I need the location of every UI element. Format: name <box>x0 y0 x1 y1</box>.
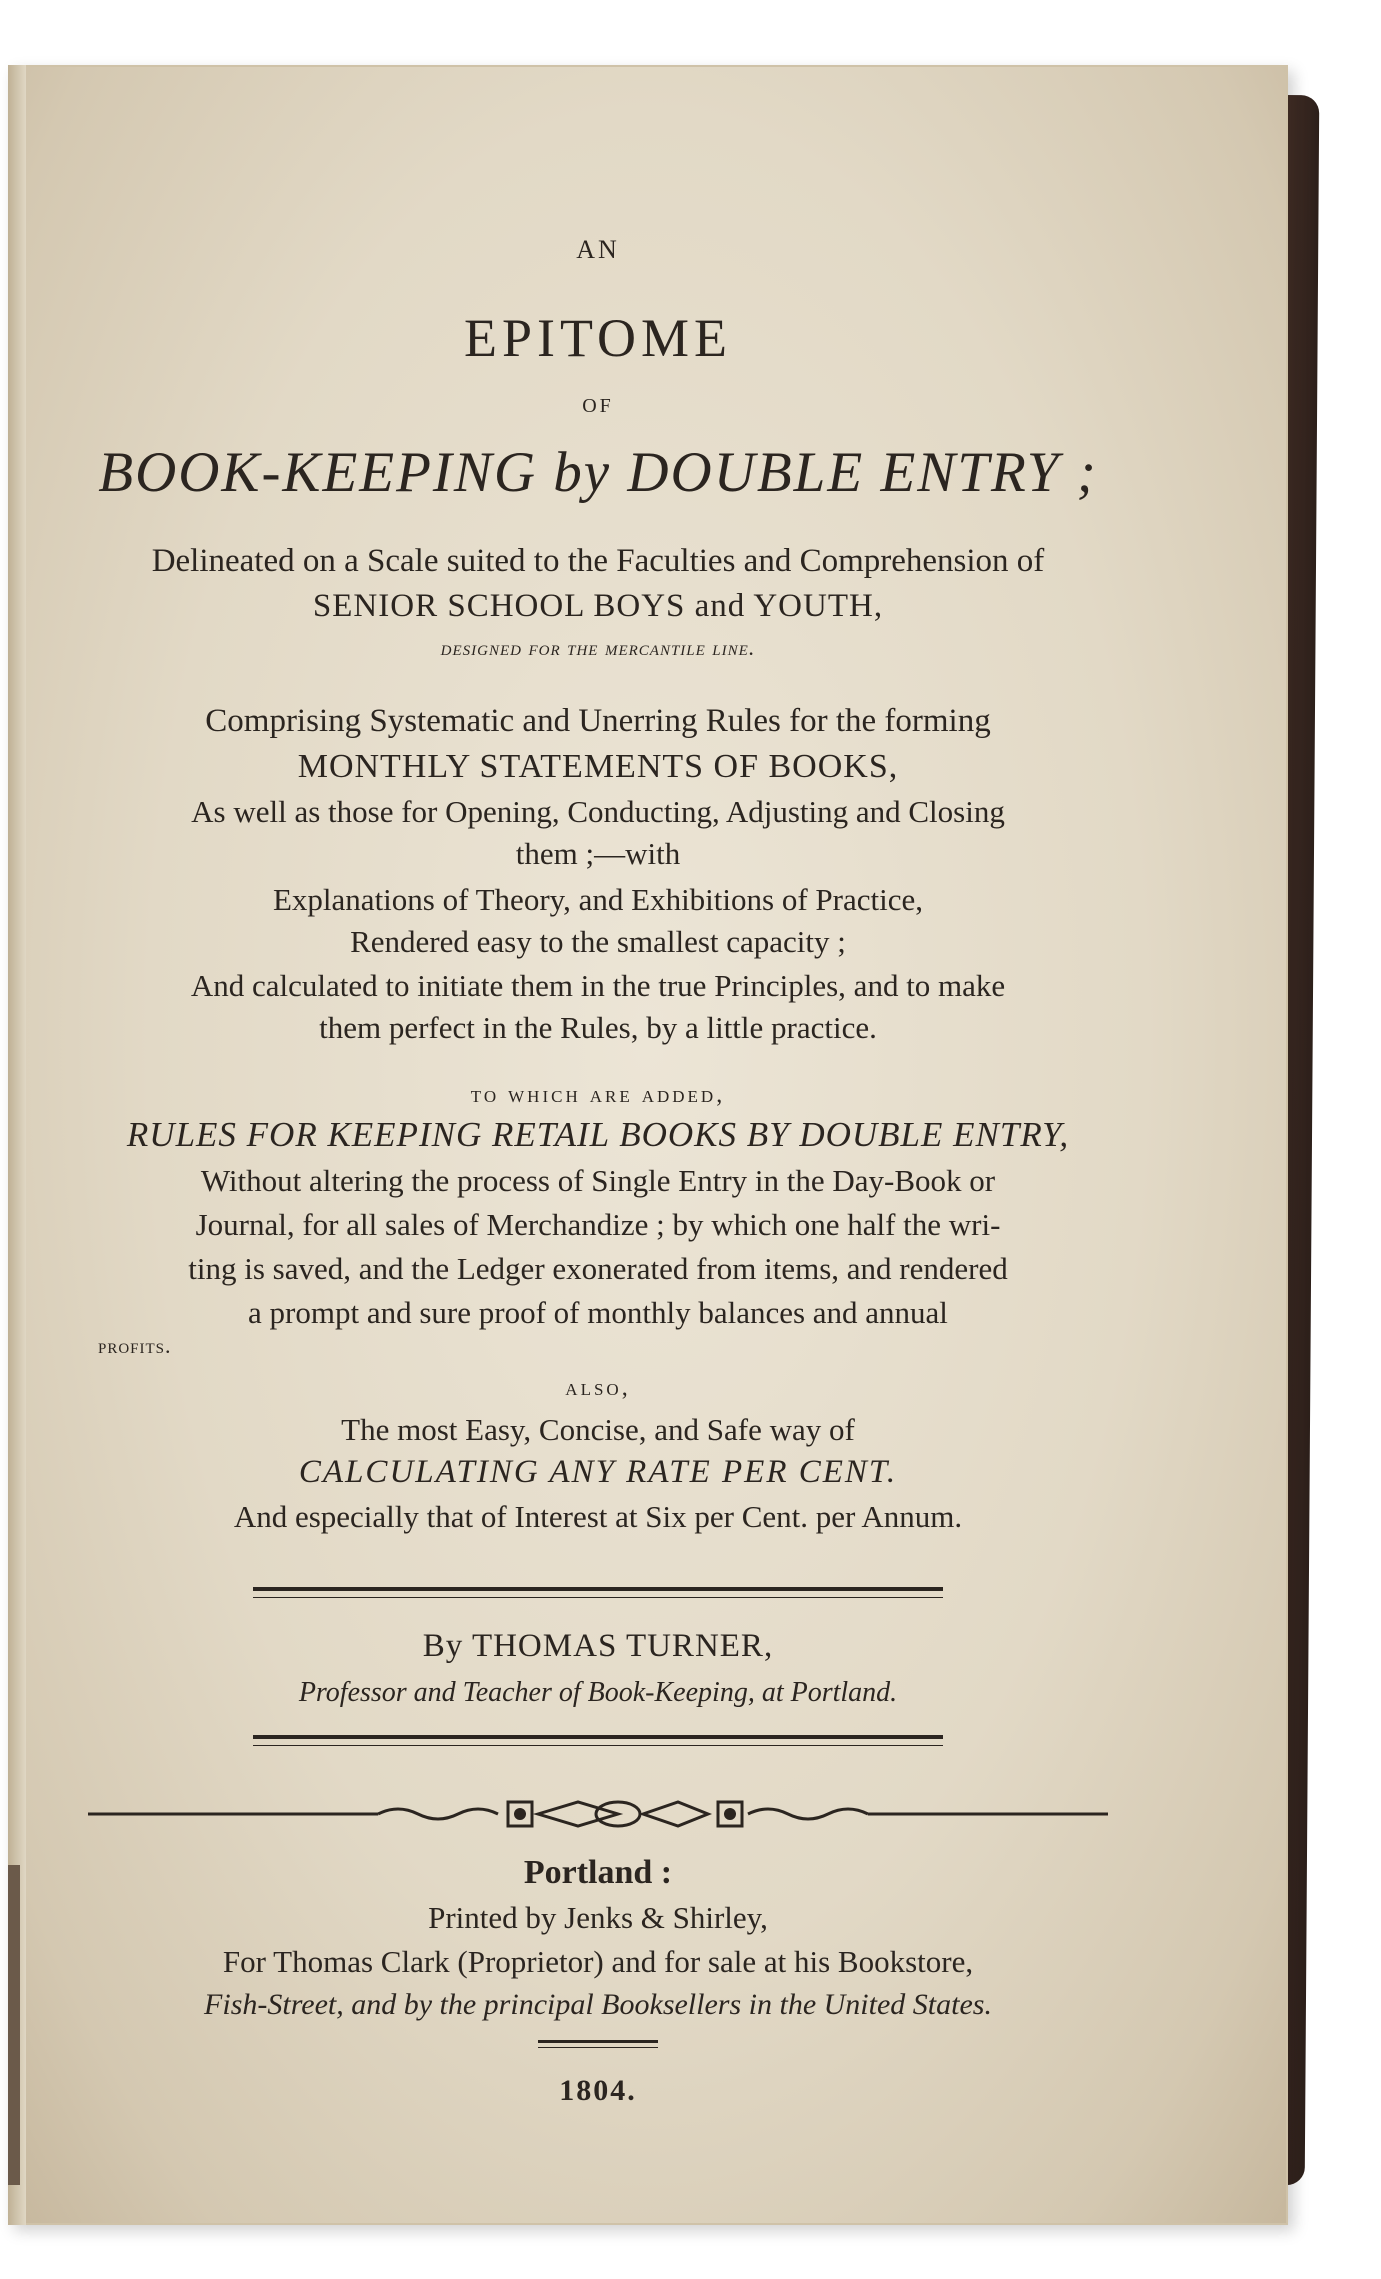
imprint-year: 1804. <box>559 2074 637 2107</box>
comprising-line-4: them ;—with <box>515 836 681 871</box>
upper-double-rule <box>253 1587 943 1598</box>
spine-shadow <box>8 1865 20 2185</box>
also-line-2: CALCULATING ANY RATE PER CENT. <box>298 1454 898 1490</box>
added-line-3: ting is saved, and the Ledger exonerated from items, and rendered <box>188 1251 1008 1286</box>
title-epitome: EPITOME <box>463 308 732 368</box>
imprint-place: Portland : <box>523 1854 673 1891</box>
description-line-2: SENIOR SCHOOL BOYS and YOUTH, <box>312 588 884 624</box>
comprising-line-1: Comprising Systematic and Unerring Rules for the forming <box>205 703 991 739</box>
comprising-line-2: MONTHLY STATEMENTS OF BOOKS, <box>297 748 899 785</box>
imprint-street-line: Fish-Street, and by the principal Booksellers in the United States. <box>204 1988 992 2021</box>
description-line-3: designed for the mercantile line. <box>440 635 756 660</box>
ornamental-divider <box>78 1794 1118 1834</box>
imprint-printed: Printed by Jenks & Shirley, <box>428 1900 768 1935</box>
title-an: AN <box>576 235 620 264</box>
comprising-line-5: Explanations of Theory, and Exhibitions of Practice, <box>273 882 923 917</box>
lower-double-rule <box>253 1735 943 1746</box>
added-heading: to which are added, <box>470 1082 726 1108</box>
small-double-rule <box>538 2040 658 2048</box>
also-line-3: And especially that of Interest at Six per Cent. per Annum. <box>233 1499 963 1534</box>
comprising-line-7: And calculated to initiate them in the true Principles, and to make <box>190 968 1006 1003</box>
title-of: OF <box>582 395 614 417</box>
also-heading: also, <box>565 1375 631 1401</box>
title-page <box>8 65 1288 2225</box>
comprising-line-6: Rendered easy to the smallest capacity ; <box>350 924 846 959</box>
added-title: RULES FOR KEEPING RETAIL BOOKS BY DOUBLE ENTRY, <box>126 1115 1070 1154</box>
author-name: By THOMAS TURNER, <box>422 1628 774 1664</box>
added-line-1: Without altering the process of Single Entry in the Day-Book or <box>200 1163 996 1198</box>
imprint-for-line: For Thomas Clark (Proprietor) and for sale at his Bookstore, <box>222 1944 974 1979</box>
comprising-line-8: them perfect in the Rules, by a little practice. <box>319 1010 877 1045</box>
also-line-1: The most Easy, Concise, and Safe way of <box>341 1412 855 1447</box>
page-content <box>53 195 1143 2108</box>
main-title: BOOK-KEEPING by DOUBLE ENTRY ; <box>98 441 1098 504</box>
comprising-line-3: As well as those for Opening, Conducting, Adjusting and Closing <box>191 794 1005 829</box>
added-line-4: a prompt and sure proof of monthly balances and annual <box>248 1295 948 1330</box>
description-line-1: Delineated on a Scale suited to the Faculties and Comprehension of <box>151 543 1045 579</box>
added-line-2: Journal, for all sales of Merchandize ; by which one half the wri- <box>195 1207 1001 1242</box>
added-line-5: profits. <box>98 1333 172 1358</box>
author-role: Professor and Teacher of Book-Keeping, at Portland. <box>298 1677 898 1708</box>
